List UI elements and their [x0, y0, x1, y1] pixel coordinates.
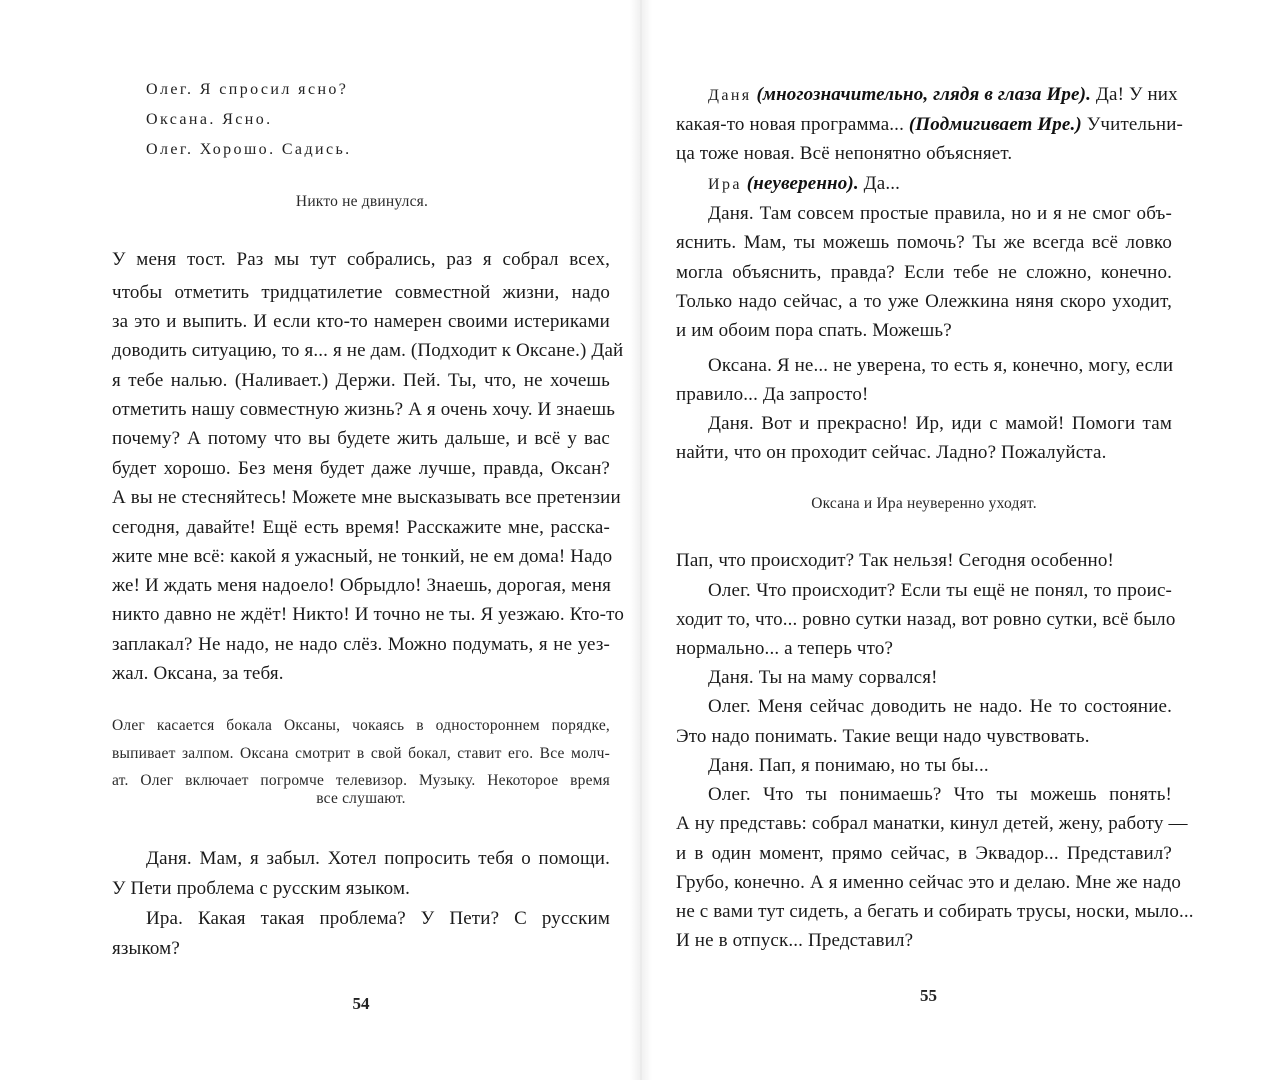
text-line: ходит то, что... ровно сутки назад, вот ровно сутки, всё было: [676, 609, 1176, 630]
text-line: будет хорошо. Без меня будет даже лучше, правда, Оксан?: [112, 458, 610, 479]
text-line: правило... Да запросто!: [676, 384, 869, 405]
text-line: Даня. Ты на маму сорвался!: [708, 667, 938, 688]
text-line: Только надо сейчас, а то уже Олежкина няня скоро уходит,: [676, 291, 1172, 312]
text-line: Это надо понимать. Такие вещи надо чувствовать.: [676, 726, 1090, 747]
stage-note: (многозначительно, глядя в глаза Ире).: [756, 84, 1091, 105]
speaker-name: Даня: [708, 87, 752, 104]
text-line: Оксана. Я не... не уверена, то есть я, конечно, могу, если: [708, 355, 1174, 376]
text-line: Ира. Какая такая проблема? У Пети? С русским: [146, 908, 610, 929]
stage-direction: Олег касается бокала Оксаны, чокаясь в одностороннем порядке,: [112, 717, 610, 734]
stage-direction: все слушают.: [316, 790, 406, 807]
text-line: Оксана. Ясно.: [146, 111, 273, 128]
text-line: чтобы отметить тридцатилетие совместной жизни, надо: [112, 282, 610, 303]
text-line: никто давно не ждёт! Никто! И точно не ты. Я уезжаю. Кто-то: [112, 604, 624, 625]
text-fragment: Да...: [863, 173, 901, 194]
text-line: Олег. Что происходит? Если ты ещё не понял, то проис-: [708, 580, 1172, 601]
text-line: У Пети проблема с русским языком.: [112, 878, 411, 899]
text-line: А ну представь: собрал манатки, кинул детей, жену, работу —: [676, 813, 1188, 834]
text-line: за это и выпить. И если кто-то намерен своими истериками: [112, 311, 610, 332]
text-fragment: Учительни-: [1086, 114, 1184, 135]
page-number: 54: [352, 994, 370, 1013]
right-page: [642, 0, 1283, 1080]
text-line: яснить. Мам, ты можешь помочь? Ты же всегда всё ловко: [676, 232, 1172, 253]
text-line: доводить ситуацию, то я... я не дам. (Подходит к Оксане.) Дай: [112, 340, 624, 361]
text-line: Олег. Что ты понимаешь? Что ты можешь понять!: [708, 784, 1172, 805]
text-line: ца тоже новая. Всё непонятно объясняет.: [676, 143, 1013, 164]
text-line: могла объяснить, правда? Если тебе не сложно, конечно.: [676, 262, 1172, 283]
text-line: заплакал? Не надо, не надо слёз. Можно подумать, я не уез-: [112, 634, 610, 655]
text-line: [708, 173, 900, 196]
text-line: Даня. Там совсем простые правила, но и я не смог объ-: [708, 203, 1172, 224]
text-line: отметить нашу совместную жизнь? А я очень хочу. И знаешь: [112, 399, 616, 420]
stage-note: (неуверенно).: [746, 173, 859, 194]
text-line: же! И ждать меня надоело! Обрыдло! Знаешь, дорогая, меня: [112, 575, 612, 596]
text-line: сегодня, давайте! Ещё есть время! Расскажите мне, расска-: [112, 517, 610, 538]
text-line: почему? А потому что вы будете жить дальше, и всё у вас: [112, 428, 610, 449]
text-line: жите мне всё: какой я ужасный, не тонкий, не ем дома! Надо: [112, 546, 613, 567]
text-line: нормально... а теперь что?: [676, 638, 894, 659]
text-line: Даня. Вот и прекрасно! Ир, иди с мамой! Помоги там: [708, 413, 1172, 434]
text-line: найти, что он проходит сейчас. Ладно? Пожалуйста.: [676, 442, 1107, 463]
text-line: не с вами тут сидеть, а бегать и собирать трусы, носки, мыло...: [676, 901, 1194, 922]
text-line: [708, 84, 1178, 107]
stage-direction: Оксана и Ира неуверенно уходят.: [811, 495, 1037, 512]
text-line: языком?: [112, 938, 180, 959]
text-line: А вы не стесняйтесь! Можете мне высказывать все претензии: [112, 487, 621, 508]
text-line: [676, 114, 1183, 136]
text-line: Даня. Мам, я забыл. Хотел попросить тебя о помощи.: [146, 848, 610, 869]
text-fragment: какая-то новая программа...: [676, 114, 904, 135]
text-fragment: Да! У них: [1095, 84, 1178, 105]
text-line: Даня. Пап, я понимаю, но ты бы...: [708, 755, 989, 776]
stage-note: (Подмигивает Ире.): [908, 114, 1082, 135]
text-line: Олег. Я спросил ясно?: [146, 81, 349, 98]
text-line: Пап, что происходит? Так нельзя! Сегодня особенно!: [676, 550, 1114, 571]
text-line: У меня тост. Раз мы тут собрались, раз я собрал всех,: [112, 249, 610, 270]
stage-direction: Никто не двинулся.: [295, 193, 429, 210]
page-number: 55: [920, 986, 937, 1005]
speaker-name: Ира: [708, 176, 742, 193]
stage-direction: выпивает залпом. Оксана смотрит в свой бокал, ставит его. Все молч-: [112, 745, 610, 762]
text-line: и им обоим пора спать. Можешь?: [676, 320, 952, 341]
text-line: Олег. Меня сейчас доводить не надо. Не то состояние.: [708, 696, 1172, 717]
text-line: я тебе налью. (Наливает.) Держи. Пей. Ты, что, не хочешь: [112, 370, 610, 391]
text-line: И не в отпуск... Представил?: [676, 930, 914, 951]
text-line: и в один момент, прямо сейчас, в Эквадор... Представил?: [676, 843, 1172, 864]
text-line: Грубо, конечно. А я именно сейчас это и делаю. Мне же надо: [676, 872, 1182, 893]
stage-direction: ат. Олег включает погромче телевизор. Музыку. Некоторое время: [112, 772, 610, 789]
text-line: жал. Оксана, за тебя.: [112, 663, 284, 684]
left-page: [0, 0, 640, 1080]
text-line: Олег. Хорошо. Садись.: [146, 141, 352, 158]
